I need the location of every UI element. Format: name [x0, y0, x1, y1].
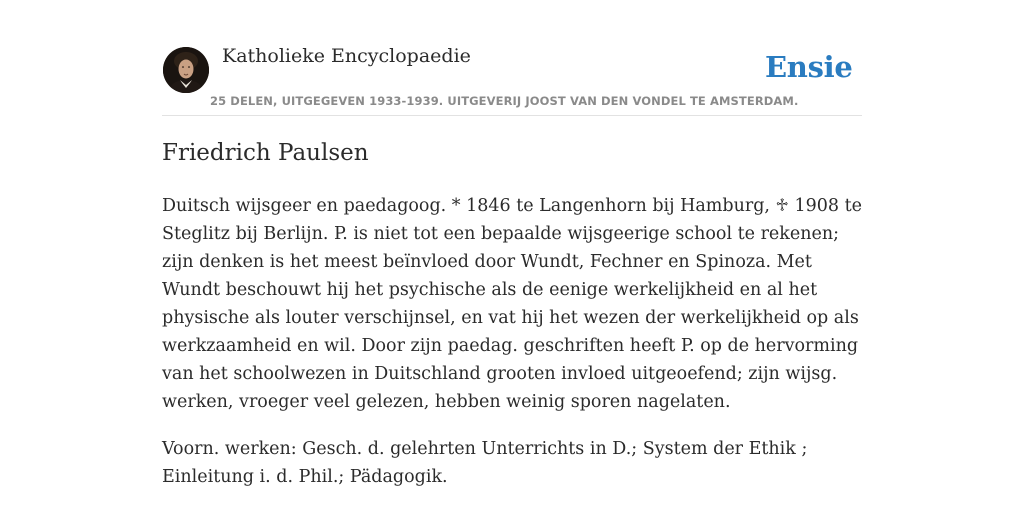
publication-name[interactable]: Katholieke Encyclopaedie	[222, 45, 471, 67]
ensie-logo-link[interactable]: Ensie	[765, 50, 853, 84]
article-title: Friedrich Paulsen	[162, 140, 369, 166]
header-divider	[162, 115, 862, 116]
publication-subtitle: 25 DELEN, UITGEGEVEN 1933-1939. UITGEVERIJ JOOST VAN DEN VONDEL TE AMSTERDAM.	[210, 94, 799, 108]
article-paragraph-works: Voorn. werken: Gesch. d. gelehrten Unterrichts in D.; System der Ethik ; Einleitung i. d. Phil.; Pädagogik.	[162, 439, 808, 487]
article-paragraph: Duitsch wijsgeer en paedagoog. * 1846 te Langenhorn bij Hamburg, ♱ 1908 te Steglitz bij Berlijn. P. is niet tot een bepaalde wijsgeerige school te rekenen; zijn denken is het meest beïnvloed door Wundt, Fechner en Spinoza. Met Wundt beschouwt hij het psychische als de eenige werkelijkheid en al het physische als louter verschijnsel, en vat hij het wezen der werkelijkheid op als werkzaamheid en wil. Door zijn paedag. geschriften heeft P. op de hervorming van het schoolwezen in Duitschland grooten invloed uitgeoefend; zijn wijsg. werken, vroeger veel gelezen, hebben weinig sporen nagelaten.	[162, 196, 863, 412]
portrait-avatar-icon[interactable]	[163, 47, 209, 93]
